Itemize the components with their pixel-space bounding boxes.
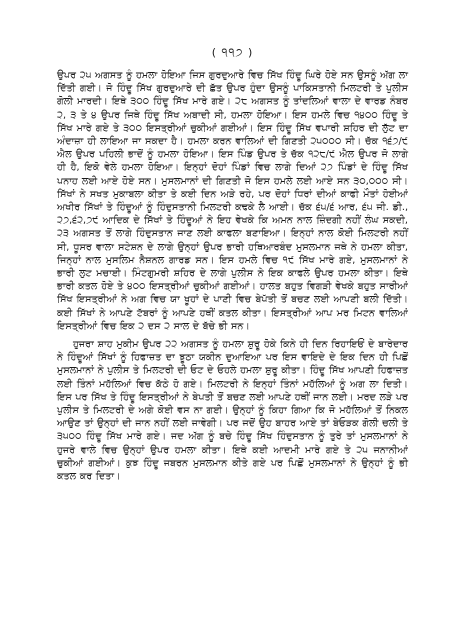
page-number: ( ੧੧੭ ): [211, 46, 254, 59]
paragraph-2: ਹੁਜਰਾ ਸ਼ਾਹ ਮੁਕੀਮ ਉਪਰ ੨੨ ਅਗਸਤ ਨੂੰ ਹਮਲਾ ਸ਼ੁਰੂ ਹੋਕੇ ਕਿਨੇ ਹੀ ਦਿਨ ਰਿਹਾਇਓਂ ਦੇ ਬਾਰੇਦਾਰ ਨੇ ਹਿੰਦੂਆਂ ਸਿੱਖਾਂ ਨੂੰ ਹਿਫਾਜ਼ਤ ਦਾ ਝੂਠਾ ਯਕੀਨ ਦੁਆਇਆ ਪਰ ਇਸ ਵਾਇਦੇ ਦੇ ਇਕ ਦਿਨ ਹੀ ਪਿਛੋਂ ਮੁਸਲਮਾਨਾਂ ਨੇ ਪੁਲੀਸ ਤੇ ਮਿਲਟਰੀ ਦੀ ਓਟ ਦੇ ਓਹਲੇ ਹਮਲਾ ਸ਼ੁਰੂ ਕੀਤਾ। ਹਿੰਦੂ ਸਿੱਖ ਆਪਣੀ ਹਿਫਾਜ਼ਤ ਲਈ ਤਿੰਨਾਂ ਮਹੱਲਿਆਂ ਵਿਚ ਕੱਠੇ ਹੋ ਗਏ। ਮਿਲਟਰੀ ਨੇ ਇਨ੍ਹਾਂ ਤਿੰਨਾਂ ਮਹੱਲਿਆਂ ਨੂੰ ਅਗ ਲਾ ਦਿਤੀ। ਇਸ ਪਰ ਸਿੱਖ ਤੇ ਹਿੰਦੂ ਇਸਤ੍ਰੀਆਂ ਨੇ ਬੇਪਤੀ ਤੋਂ ਬਚਣ ਲਈ ਆਪਣੇ ਹਥੀਂ ਜਾਨ ਲਈ। ਮਰਦ ਲੜੇ ਪਰ ਪੁਲੀਸ ਤੇ ਮਿਲਟਰੀ ਦੇ ਅਗੇ ਕੋਈ ਵਸ ਨਾ ਗਈ। ਉਨ੍ਹਾਂ ਨੂੰ ਕਿਹਾ ਗਿਆ ਕਿ ਜੋ ਮਹੱਲਿਆਂ ਤੋਂ ਨਿਕਲ ਆਉਣ ਤਾਂ ਉਨ੍ਹਾਂ ਦੀ ਜਾਨ ਨਹੀਂ ਲਈ ਜਾਵੇਗੀ। ਪਰ ਜਦੋਂ ਉਹ ਬਾਹਰ ਆਏ ਤਾਂ ਬੇਓੜਕ ਗੋਲੀ ਚਲੀ ਤੇ ੩੫੦੦ ਹਿੰਦੂ ਸਿੱਖ ਮਾਰੇ ਗਏ। ਜਦ ਅੱਗ ਨੂੰ ਬਚੇ ਹਿੰਦੂ ਸਿੱਖ ਹਿੰਦੁਸਤਾਨ ਨੂੰ ਤੁਰੇ ਤਾਂ ਮੁਸਲਮਾਨਾਂ ਨੇ ਹੁਜਰੇ ਵਾਲੇ ਵਿਚ ਉਨ੍ਹਾਂ ਉਪਰ ਹਮਲਾ ਕੀਤਾ। ਇਥੇ ਕਈ ਆਦਮੀ ਮਾਰੇ ਗਏ ਤੇ ੨੫ ਜਨਾਨੀਆਂ ਚੁਕੀਆਂ ਗਈਆਂ। ਕੁਝ ਹਿੰਦੂ ਜਬਰਨ ਮੁਸਲਮਾਨ ਕੀਤੇ ਗਏ ਪਰ ਪਿਛੋਂ ਮੁਸਲਮਾਨਾਂ ਨੇ ਉਨ੍ਹਾਂ ਨੂੰ ਭੀ ਕਤਲ ਕਰ ਦਿਤਾ।: [57, 339, 408, 483]
paragraph-1: ਉਪਰ ੨੫ ਅਗਸਤ ਨੂੰ ਹਮਲਾ ਹੋਇਆ ਜਿਸ ਗੁਰਦੁਆਰੇ ਵਿਚ ਸਿੱਖ ਹਿੰਦੂ ਘਿਰੇ ਹੋਏ ਸਨ ਉਸਨੂੰ ਅੱਗ ਲਾ ਦਿੱਤੀ ਗਈ। ਜੋ ਹਿੰਦੂ ਸਿੱਖ ਗੁਰਦੁਆਰੇ ਦੀ ਛੱਤ ਉਪਰ ਹੁੰਦਾ ਉਸਨੂੰ ਪਾਕਿਸਤਾਨੀ ਮਿਲਟਰੀ ਤੇ ਪੁਲੀਸ ਗੋਲੀ ਮਾਰਦੀ। ਇਥੇ ੩੦੦ ਹਿੰਦੂ ਸਿੱਖ ਮਾਰੇ ਗਏ। ੨੮ ਅਗਸਤ ਨੂੰ ਤਾਂਦਲਿਆਂ ਵਾਲਾ ਦੇ ਵਾਰਡ ਨੰਬਰ ੨, ੩ ਤੇ ੪ ਉਪਰ ਜਿਥੇ ਹਿੰਦੂ ਸਿੱਖ ਅਬਾਦੀ ਸੀ, ਹਮਲਾ ਹੋਇਆ। ਇਸ ਹਮਲੇ ਵਿਚ ੧੪੦੦ ਹਿੰਦੂ ਤੇ ਸਿੱਖ ਮਾਰੇ ਗਏ ਤੇ ੩੦੦ ਇਸਤ੍ਰੀਆਂ ਚੁਕੀਆਂ ਗਈਆਂ। ਇਸ ਹਿੰਦੂ ਸਿੱਖ ਵਪਾਰੀ ਸ਼ਹਿਰ ਦੀ ਲੁੱਟ ਦਾ ਅੰਦਾਜ਼ਾ ਹੀ ਲਾਇਆ ਜਾ ਸਕਦਾ ਹੈ। ਹਮਲਾ ਕਰਨ ਵਾਲਿਆਂ ਦੀ ਗਿਣਤੀ ੨੫੦੦੦ ਸੀ। ਚੱਕ ੧੬੭/੯ ਐਲ ਉਪਰ ਪਹਿਲੀ ਭਾਦੋਂ ਨੂੰ ਹਮਲਾ ਹੋਇਆ। ਇਸ ਪਿੰਡ ਉਪਰ ਤੇ ਚੱਕ ੧੨੮/੯ ਐਲ ਉਪਰ ਜੋ ਲਾਗੇ ਹੀ ਹੈ, ਇਕੋ ਵੇਲੇ ਹਮਲਾ ਹੋਇਆ। ਇਨ੍ਹਾਂ ਦੋਹਾਂ ਪਿੰਡਾਂ ਵਿਚ ਲਾਗੇ ਦਿਆਂ ੨੭ ਪਿੰਡਾਂ ਦੇ ਹਿੰਦੂ ਸਿੱਖ ਪਨਾਹ ਲਈ ਆਏ ਹੋਏ ਸਨ। ਮੁਸਲਮਾਨਾਂ ਦੀ ਗਿਣਤੀ ਜੋ ਇਸ ਹਮਲੇ ਲਈ ਆਏ ਸਨ ੩੦,੦੦੦ ਸੀ। ਸਿੱਖਾਂ ਨੇ ਸਖਤ ਮੁਕਾਬਲਾ ਕੀਤਾ ਤੇ ਕਈ ਦਿਨ ਅੜੇ ਰਹੇ, ਪਰ ਦੋਹਾਂ ਧਿਰਾਂ ਦੀਆਂ ਕਾਫੀ ਮੌਤਾਂ ਹੋਈਆਂ ਅਖੀਰ ਸਿੱਖਾਂ ਤੇ ਹਿੰਦੂਆਂ ਨੂੰ ਹਿੰਦੁਸਤਾਨੀ ਮਿਲਟਰੀ ਕਢਕੇ ਲੈ ਆਈ। ਚੱਕ ੬੫/੬ ਆਰ, ੬੫ ਜੀ. ਡੀ., ੨੭,੬੨,੭੯ ਆਦਿਕ ਦੇ ਸਿੱਖਾਂ ਤੇ ਹਿੰਦੂਆਂ ਨੇ ਇਹ ਵੇਖਕੇ ਕਿ ਅਮਨ ਨਾਲ ਜ਼ਿੰਦਗੀ ਨਹੀਂ ਲੰਘ ਸਕਦੀ, ੨੩ ਅਗਸਤ ਤੋਂ ਲਾਗੇ ਹਿੰਦੁਸਤਾਨ ਜਾਣ ਲਈ ਕਾਫਲਾ ਬਣਾਇਆ। ਇਨ੍ਹਾਂ ਨਾਲ ਕੋਈ ਮਿਲਟਰੀ ਨਹੀਂ ਸੀ, ਧੂਸਰ ਵਾਲਾ ਸਟੇਸ਼ਨ ਦੇ ਲਾਗੇ ਉਨ੍ਹਾਂ ਉਪਰ ਭਾਰੀ ਹਥਿਆਰਬੰਦ ਮੁਸਲਮਾਨ ਜਥੇ ਨੇ ਹਮਲਾ ਕੀਤਾ, ਜਿਨ੍ਹਾਂ ਨਾਲ ਮੁਸਲਿਮ ਨੈਸ਼ਨਲ ਗਾਰਡ ਸਨ। ਇਸ ਹਮਲੇ ਵਿਚ ੧੯ ਸਿੱਖ ਮਾਰੇ ਗਏ, ਮੁਸਲਮਾਨਾਂ ਨੇ ਭਾਰੀ ਲੁਟ ਮਚਾਈ। ਮਿੰਟਗੁਮਰੀ ਸ਼ਹਿਰ ਦੇ ਲਾਗੇ ਪੁਲੀਸ ਨੇ ਇਕ ਕਾਫਲੇ ਉਪਰ ਹਮਲਾ ਕੀਤਾ। ਇਥੇ ਭਾਰੀ ਕਤਲ ਹੋਏ ਤੇ ੪੦੦ ਇਸਤ੍ਰੀਆਂ ਚੁਕੀਆਂ ਗਈਆਂ। ਹਾਲਤ ਬਹੁਤ ਵਿਗੜੀ ਵੇਖਕੇ ਬਹੁਤ ਸਾਰੀਆਂ ਸਿੱਖ ਇਸਤ੍ਰੀਆਂ ਨੇ ਅਗ ਵਿਚ ਯਾ ਖੂਹਾਂ ਦੇ ਪਾਣੀ ਵਿਚ ਬੇਪੱਤੀ ਤੋਂ ਬਚਣ ਲਈ ਆਪਣੀ ਬਲੀ ਦਿੱਤੀ। ਕਈ ਸਿੱਖਾਂ ਨੇ ਆਪਣੇ ਟੱਬਰਾਂ ਨੂੰ ਆਪਣੇ ਹਥੀਂ ਕਤਲ ਕੀਤਾ। ਇਸਤ੍ਰੀਆਂ ਆਪ ਮਰ ਮਿਟਨ ਵਾਲਿਆਂ ਇਸਤ੍ਰੀਆਂ ਵਿਚ ਇਕ ੨ ਦਸ ੨ ਸਾਲ ਦੇ ਬੱਚੇ ਭੀ ਸਨ।: [57, 70, 408, 332]
